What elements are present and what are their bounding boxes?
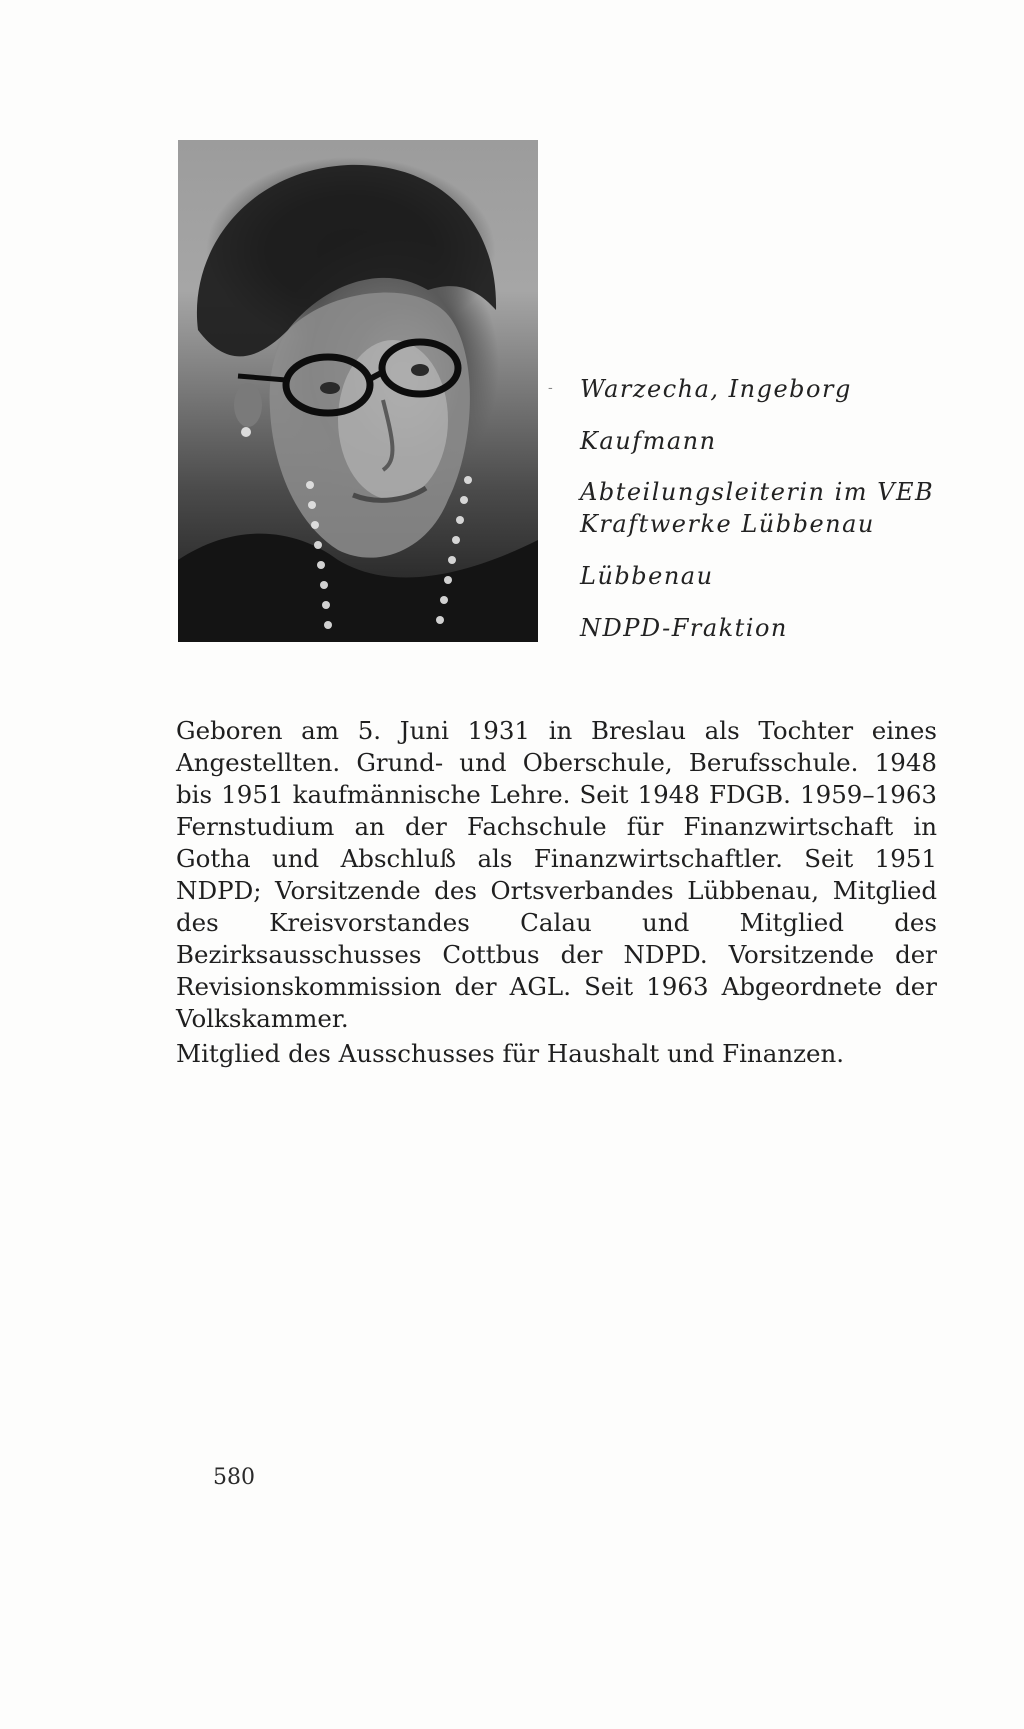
- person-name: Warzecha, Ingeborg: [580, 375, 852, 403]
- profession: Kaufmann: [580, 427, 717, 455]
- biography-paragraph: Geboren am 5. Juni 1931 in Breslau als Tochter eines Angestellten. Grund- und Oberschule, Berufsschule. 1948 bis 1951 kaufmännische Lehre. Seit 1948 FDGB. 1959–1963 Fernstudium an der Fachschule für Finanzwirtschaft in Gotha und Abschluß als Finanzwirtschaftler. Seit 1951 NDPD; Vorsitzende des Ortsverbandes Lübbenau, Mitglied des Kreisvorstandes Calau und Mitglied des Bezirksausschusses Cottbus der NDPD. Vorsitzende der Revisionskommission der AGL. Seit 1963 Abgeordnete der Volkskammer.: [176, 716, 937, 1033]
- committee-membership: Mitglied des Ausschusses für Haushalt und Finanzen.: [176, 1039, 845, 1068]
- place-of-residence: Lübbenau: [580, 562, 714, 590]
- faction: NDPD-Fraktion: [580, 614, 788, 642]
- position-line-2: Kraftwerke Lübbenau: [580, 510, 875, 538]
- scan-mark: -: [548, 380, 553, 396]
- position-line-1: Abteilungsleiterin im VEB: [580, 478, 935, 506]
- portrait-photo: [178, 140, 538, 642]
- page-number: 580: [213, 1465, 255, 1490]
- portrait-illustration: [178, 140, 538, 642]
